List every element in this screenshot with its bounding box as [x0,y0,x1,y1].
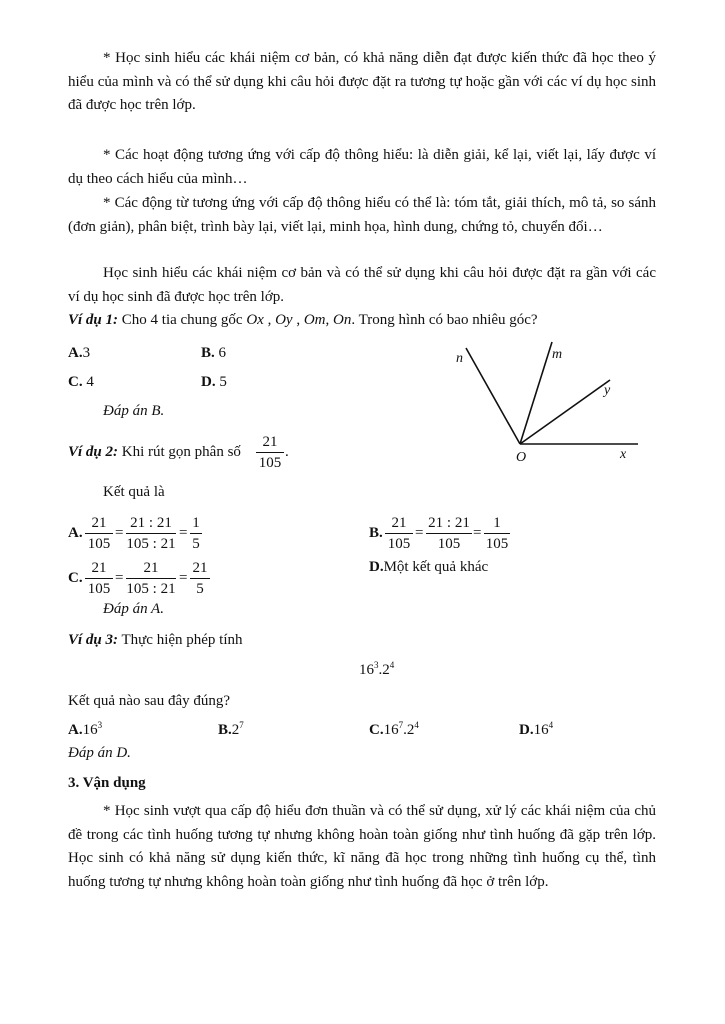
example-1-option-b: B. 6 [201,345,227,361]
example-3-option-c: $C.16^7.2^4$ [369,720,419,738]
example-1-option-c: C. 4 [68,374,94,390]
example-1-question: Ví dụ 1: Cho 4 tia chung gốc Ox , Oy , Om, On. Trong hình có bao nhiêu góc? [68,312,538,328]
example-3-prompt: Kết quả nào sau đây đúng? [68,693,231,709]
section-heading-apply: 3. Vận dụng [68,775,146,791]
paragraph-understanding-definition: * Học sinh hiểu các khái niệm cơ bản, có khả năng diễn đạt được kiến thức đã học theo ý hiểu của mình và có thể sử dụng khi câu hỏi được đặt ra tương tự hoặc gần với các ví dụ học sinh đã được học trên lớp. [68,50,656,113]
paragraph-understanding-verbs: * Các động từ tương ứng với cấp độ thông hiểu có thể là: tóm tắt, giải thích, mô tả, so sánh (đơn giản), phân biệt, trình bày lại, viết lại, minh họa, hình dung, chứng tỏ, chuyển đổi… [68,195,656,235]
example-2-result-label: Kết quả là [103,484,165,500]
example-3-answer: Đáp án D. [68,745,131,761]
example-3-question: Ví dụ 3: Thực hiện phép tính [68,632,243,648]
example-1-option-d: D. 5 [201,374,227,390]
label-x: x [620,447,627,462]
example-3-option-d: $D.16^4$ [519,720,554,738]
example-1-option-a: A.3 [68,345,91,361]
label-m: m [552,347,563,362]
example-2-label: Ví dụ 2: [68,444,119,460]
example-2-answer: Đáp án A. [103,601,164,617]
example-2-option-d: D.Một kết quả khác [369,559,489,575]
example-2-question: Ví dụ 2: Khi rút gọn phân số [68,444,241,460]
example-3-option-b: $B.2^7$ [218,720,244,738]
paragraph-apply-definition: * Học sinh vượt qua cấp độ hiểu đơn thuần và có thể sử dụng, xử lý các khái niệm của chủ đề trong các tình huống tương tự nhưng không hoàn toàn giống như tình huống đã gặp trên lớp. Học sinh có khả năng sử dụng kiến thức, kĩ năng đã học trong những tình huống cụ thể, tình huống tương tự nhưng không hoàn toàn giống như tình huống đã học ở trên lớp. [68,803,656,890]
example-1-label: Ví dụ 1: [68,312,119,328]
ray-om [520,342,552,444]
example-1-answer: Đáp án B. [103,403,165,419]
rays-figure [440,340,650,470]
label-y: y [604,383,611,398]
label-o: O [516,450,527,465]
example-3-label: Ví dụ 3: [68,632,119,648]
example-3-option-a: $A.16^3$ [68,720,103,738]
label-n: n [456,351,463,366]
ray-on [466,348,520,444]
document-page: * Học sinh hiểu các khái niệm cơ bản, có khả năng diễn đạt được kiến thức đã học theo ý hiểu của mình và có thể sử dụng khi câu hỏi được đặt ra tương tự hoặc gần với các ví dụ học sinh đã được học trên lớp. * Các hoạt động tương ứng với cấp độ thông hiểu: là diễn giải, kể lại, viết lại, lấy được ví dụ theo cách hiểu của mình… * Các động từ tương ứng với cấp độ thông hiểu có thể là: tóm tắt, giải thích, mô tả, so sánh (đơn giản), phân biệt, trình bày lại, viết lại, minh họa, hình dung, chứng tỏ, chuyển đổi… Học sinh hiểu các khái niệm cơ bản và có thể sử dụng khi câu hỏi được đặt ra gần với các ví dụ học sinh đã được học trên lớp. Ví dụ 1: Cho 4 tia chung gốc Ox , Oy , Om, On. Trong hình có bao nhiêu góc? A.3 B. 6 C. 4 D. 5 Đáp án B. n m y O x Ví dụ 2: Khi rút gọn phân số 21 105 . Kết quả là A. 21 105 = 21 : 21 105 : 21 = 1 5 B. 21 105 = 21 : 21 105 = 1 105 C. 21 105 = 21 105 : 21 = 21 5 D.Một kết quả khác Đáp án A. Ví dụ 3: Thực hiện phép tính $16^3.2^4$ Kết quả nào sau đây đúng? $A.16^3$ $B.2^7$ $C.16^7.2^4$ $D.16^4$ Đáp án D. 3. Vận dụng * Học sinh vượt qua cấp độ hiểu đơn thuần và có thể sử dụng, xử lý các khái niệm của chủ đề trong các tình huống tương tự nhưng không hoàn toàn giống như tình huống đã gặp trên lớp. Học sinh có khả năng sử dụng kiến thức, kĩ năng đã học trong những tình huống cụ thể, tình huống tương tự nhưng không hoàn toàn giống như tình huống đã học ở trên lớp. [0,0,725,1024]
fraction-21-105: 21 105 [256,433,284,472]
example-3-expression: $16^3.2^4$ [359,660,395,678]
paragraph-understanding-summary: Học sinh hiểu các khái niệm cơ bản và có thể sử dụng khi câu hỏi được đặt ra gần với các ví dụ học sinh đã được học trên lớp. [68,265,656,305]
paragraph-understanding-activities: * Các hoạt động tương ứng với cấp độ thông hiểu: là diễn giải, kể lại, viết lại, lấy được ví dụ theo cách hiểu của mình… [68,147,656,187]
ray-oy [520,380,610,444]
